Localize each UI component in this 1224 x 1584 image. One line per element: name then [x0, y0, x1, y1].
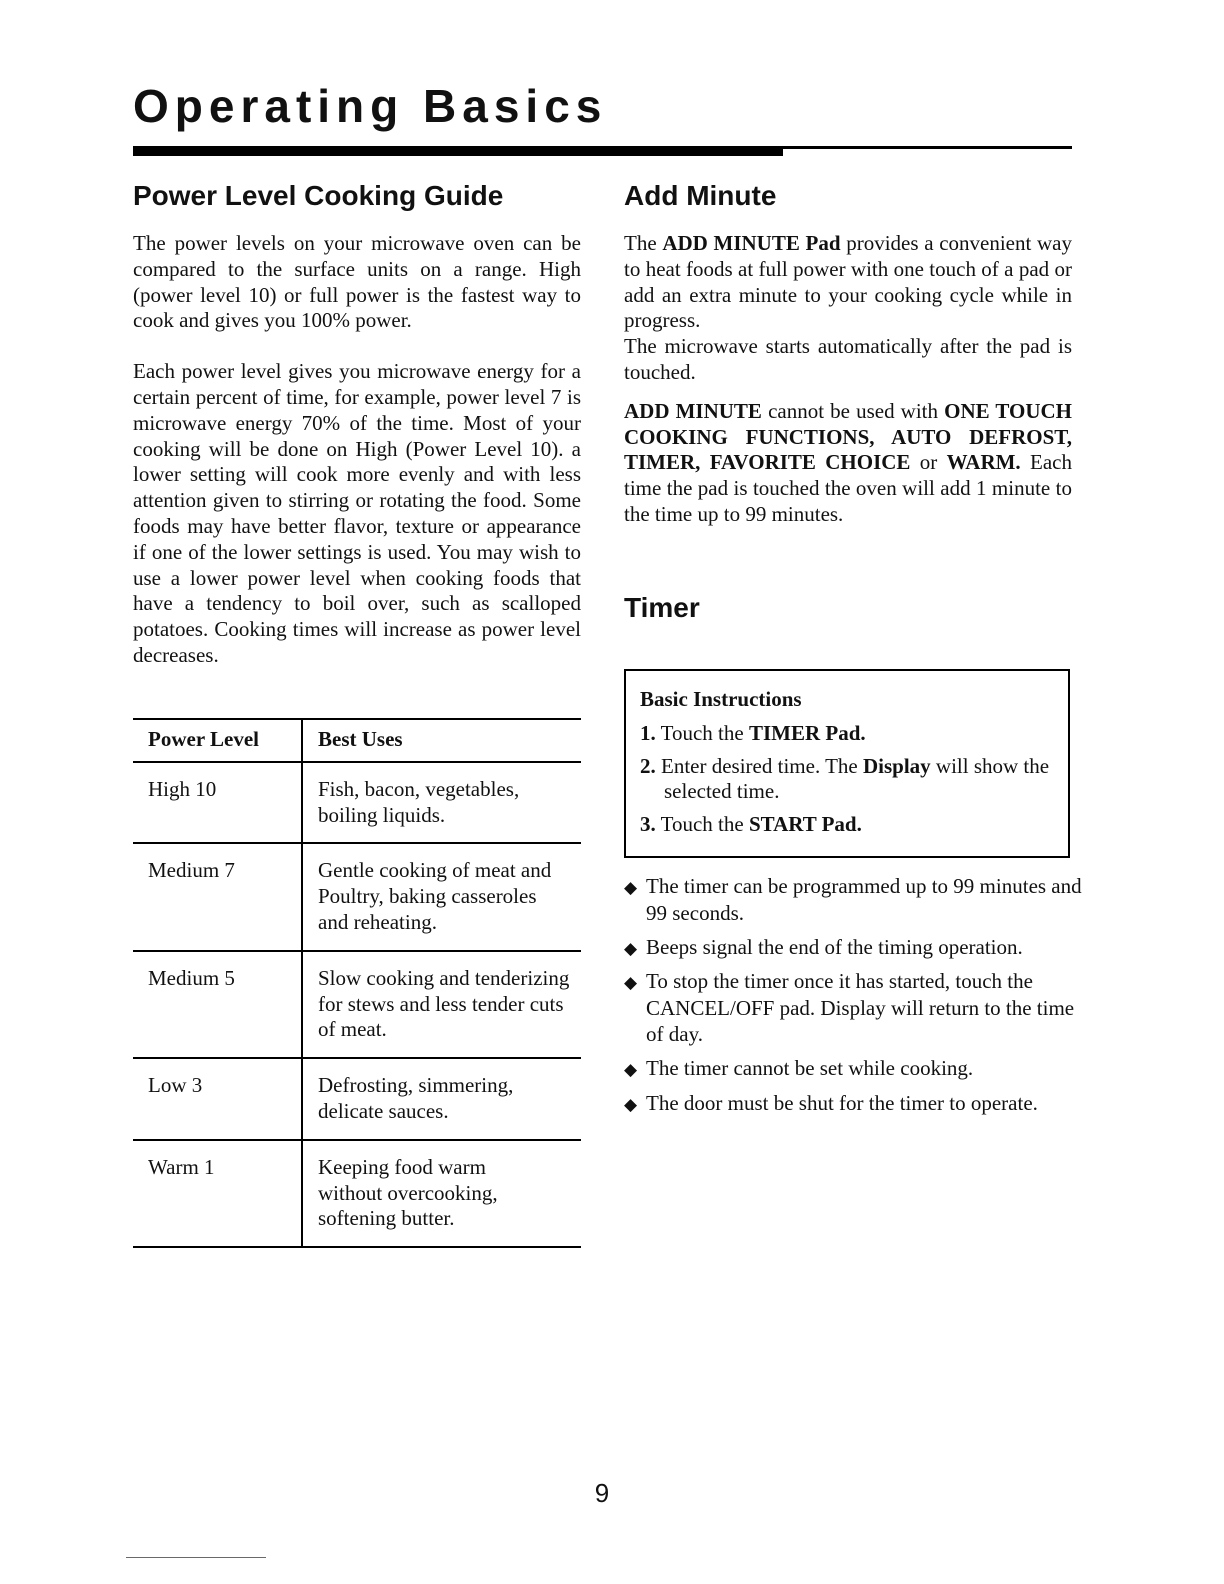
table-cell-level: Warm 1 [133, 1140, 302, 1247]
title-rule-thick [133, 146, 783, 156]
table-row [133, 843, 581, 950]
add-minute-intro [624, 231, 1072, 334]
timer-box-title: Basic Instructions [640, 687, 802, 711]
table-cell-level: Medium 7 [133, 843, 302, 950]
text-run: provides a convenient way to heat foods at full power with one touch of a pad or add an extra minute to your cooking cycle while in progress. [624, 231, 1072, 333]
add-minute-auto-start: The microwave starts automatically after the pad is touched. [624, 334, 1072, 384]
list-item [624, 969, 1084, 1047]
timer-step [640, 754, 1054, 806]
text-run-bold: START Pad. [748, 812, 862, 837]
table-cell-uses: Keeping food warm without overcooking, softening butter. [318, 1154, 498, 1231]
text-run-bold: Display [862, 753, 931, 778]
page-title: Operating Basics [133, 80, 608, 132]
table-header-row [133, 719, 581, 762]
list-item-text: Beeps signal the end of the timing operation. [646, 934, 1023, 959]
add-minute-restrictions [624, 399, 1072, 528]
text-run: Enter desired time. The [655, 753, 863, 778]
power-level-description: Each power level gives you microwave energy for a certain percent of time, for example, power level 7 is microwave energy 70% of the time. Most of your cooking will be done on High (Power Level 10). a lower setting will cook more evenly and with less attention given to stirring or rotating the food. Some foods may have better flavor, texture or appearance if one of the lower settings is used. You may wish to use a lower power level when cooking foods that have a tendency to boil over, such as scalloped potatoes. Cooking times will increase as power level decreases. [133, 359, 581, 667]
add-minute-section [624, 178, 1072, 626]
footer-line [126, 1557, 266, 1558]
step-number: 2. [640, 753, 656, 778]
power-level-section [133, 178, 581, 669]
table-cell-uses: Gentle cooking of meat and Poultry, baking casseroles and reheating. [318, 858, 552, 934]
timer-notes [624, 874, 1084, 1125]
list-item [624, 874, 1084, 927]
title-rule-thin [783, 146, 1072, 149]
power-level-table [133, 718, 581, 1248]
table-row [133, 762, 581, 844]
timer-heading: Timer [624, 591, 700, 623]
text-run: Each time the pad is touched the oven will add 1 minute to the time up to 99 minutes. [624, 450, 1072, 526]
diamond-bullet-icon: ◆ [624, 1094, 638, 1114]
table-cell-level: High 10 [133, 762, 302, 844]
list-item-text: To stop the timer once it has started, touch the CANCEL/OFF pad. Display will return to the time of day. [646, 969, 1075, 1046]
diamond-bullet-icon: ◆ [624, 973, 638, 993]
table-row [133, 951, 581, 1058]
add-minute-pad-label: ADD MINUTE Pad [662, 231, 841, 255]
table-header-best-uses: Best Uses [318, 727, 403, 751]
list-item [624, 1091, 1084, 1118]
list-item-text: The door must be shut for the timer to operate. [646, 1090, 1038, 1115]
text-run-bold: WARM. [946, 450, 1021, 475]
text-run-bold: TIMER Pad. [748, 720, 866, 745]
table-row [133, 1140, 581, 1247]
list-item [624, 1056, 1084, 1083]
power-level-intro: The power levels on your microwave oven can be compared to the surface units on a range. High (power level 10) or full power is the fastest way to cook and gives you 100% power. [133, 231, 581, 333]
diamond-bullet-icon: ◆ [624, 938, 638, 958]
timer-step [640, 812, 1054, 838]
table-cell-uses: Defrosting, simmering, delicate sauces. [318, 1073, 514, 1123]
text-run: will show the selected time. [664, 753, 1050, 804]
diamond-bullet-icon: ◆ [624, 878, 638, 897]
list-item-text: The timer can be programmed up to 99 minutes and 99 seconds. [646, 874, 1082, 925]
power-level-heading: Power Level Cooking Guide [133, 180, 504, 211]
text-run: The [624, 231, 663, 255]
timer-instructions-box [624, 669, 1070, 858]
table-cell-uses: Fish, bacon, vegetables, boiling liquids. [318, 776, 520, 827]
table-header-power-level: Power Level [133, 719, 302, 762]
step-number: 1. [640, 720, 656, 745]
diamond-bullet-icon: ◆ [624, 1059, 638, 1079]
timer-steps [640, 721, 1054, 838]
list-item [624, 935, 1084, 962]
timer-step [640, 721, 1054, 747]
step-number: 3. [640, 812, 656, 837]
list-item-text: The timer cannot be set while cooking. [646, 1055, 974, 1080]
text-run-bold: ADD MINUTE [624, 398, 762, 423]
table-cell-uses: Slow cooking and tenderizing for stews and less tender cuts of meat. [318, 965, 570, 1042]
page-number: 9 [594, 1478, 610, 1508]
table-cell-level: Medium 5 [133, 951, 302, 1058]
text-run: cannot be used with [761, 398, 945, 423]
add-minute-heading: Add Minute [624, 180, 777, 211]
table-cell-level: Low 3 [133, 1058, 302, 1140]
text-run: Touch the [655, 720, 749, 745]
text-run-bold: ONE TOUCH COOKING FUNCTIONS, AUTO DEFROST, TIMER, FAVORITE CHOICE [624, 398, 1072, 475]
text-run: Touch the [655, 812, 749, 837]
text-run: or [910, 450, 947, 475]
table-row [133, 1058, 581, 1140]
